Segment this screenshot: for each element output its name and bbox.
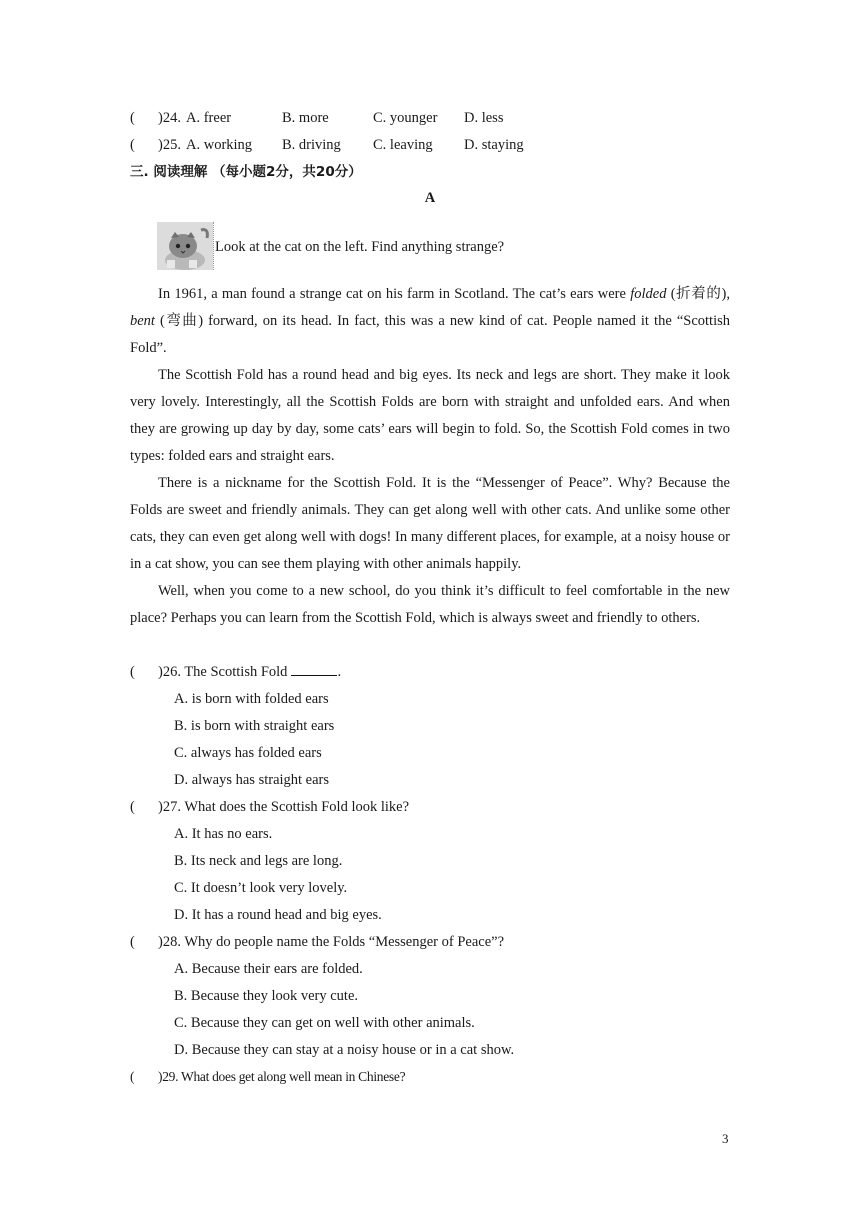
- question-number: )25.: [158, 137, 181, 153]
- passage: [130, 281, 730, 632]
- word-bent: bent: [130, 313, 155, 329]
- answer-paren: (: [130, 664, 135, 680]
- option-c: C. Because they can get on well with other animals.: [174, 1015, 475, 1031]
- word-folded: folded: [630, 286, 667, 302]
- option-c: C. leaving: [373, 137, 433, 153]
- section-heading: 三. 阅读理解 （每小题2分，共20分）: [130, 164, 362, 180]
- option-c: C. It doesn’t look very lovely.: [174, 880, 348, 896]
- option-d: D. It has a round head and big eyes.: [174, 907, 382, 923]
- option-b: B. driving: [282, 137, 341, 153]
- option-b: B. Because they look very cute.: [174, 988, 359, 1004]
- option-a: A. is born with folded ears: [174, 691, 329, 707]
- option-d: D. always has straight ears: [174, 772, 330, 788]
- question-27: [130, 797, 409, 817]
- cat-photo: [157, 222, 214, 270]
- option-a: A. It has no ears.: [174, 826, 273, 842]
- answer-paren: (: [130, 137, 135, 153]
- question-text: )28. Why do people name the Folds “Messenger of Peace”?: [158, 934, 505, 950]
- option-b: B. more: [282, 110, 329, 126]
- question-28: [130, 932, 504, 952]
- paragraph-1: In 1961, a man found a strange cat on his farm in Scotland. The cat’s ears were folded (折着的), bent (弯曲) forward, on its head. In fact, this was a new kind of cat. People named it the “Scottish Fold”.: [130, 286, 730, 356]
- paragraph-2: The Scottish Fold has a round head and big eyes. Its neck and legs are short. They make it look very lovely. Interestingly, all the Scottish Folds are born with straight and unfolded ears. And when they are growing up day by day, some cats’ ears will begin to fold. So, the Scottish Fold comes in two types: folded ears and straight ears.: [130, 367, 730, 464]
- option-d: D. less: [464, 110, 504, 126]
- question-text: )27. What does the Scottish Fold look like?: [158, 799, 410, 815]
- paragraph-4: Well, when you come to a new school, do you think it’s difficult to feel comfortable in the new place? Perhaps you can learn from the Scottish Fold, which is always sweet and friendly to others.: [130, 583, 730, 626]
- option-d: D. Because they can stay at a noisy house or in a cat show.: [174, 1042, 515, 1058]
- option-a: A. freer: [186, 110, 232, 126]
- cat-prompt: Look at the cat on the left. Find anything strange?: [215, 239, 505, 255]
- option-d: D. staying: [464, 137, 524, 153]
- question-26: ( )26. The Scottish Fold .: [130, 664, 342, 680]
- option-b: B. is born with straight ears: [174, 718, 335, 734]
- question-text: )29. What does get along well mean in Chinese?: [158, 1069, 406, 1084]
- question-29: [130, 1067, 405, 1087]
- question-number: )24.: [158, 110, 181, 126]
- answer-blank: [291, 663, 337, 676]
- question-text: )26. The Scottish Fold: [158, 664, 288, 680]
- answer-paren: (: [130, 110, 135, 126]
- passage-label: A: [424, 190, 436, 206]
- answer-paren: (: [130, 799, 135, 815]
- question-24: [130, 108, 504, 128]
- option-c: C. younger: [373, 110, 438, 126]
- option-c: C. always has folded ears: [174, 745, 322, 761]
- page-number: 3: [722, 1131, 729, 1146]
- option-a: A. Because their ears are folded.: [174, 961, 363, 977]
- question-25: [130, 135, 524, 155]
- option-b: B. Its neck and legs are long.: [174, 853, 343, 869]
- option-a: A. working: [186, 137, 253, 153]
- answer-paren: (: [130, 934, 135, 950]
- paragraph-3: There is a nickname for the Scottish Fold. It is the “Messenger of Peace”. Why? Because the Folds are sweet and friendly animals. They can get along well with other cats. And unlike some other cats, they can even get along well with dogs! In many different places, for example, at a noisy house or in a cat show, you can see them playing with other animals happily.: [130, 475, 730, 572]
- answer-paren: (: [130, 1069, 135, 1084]
